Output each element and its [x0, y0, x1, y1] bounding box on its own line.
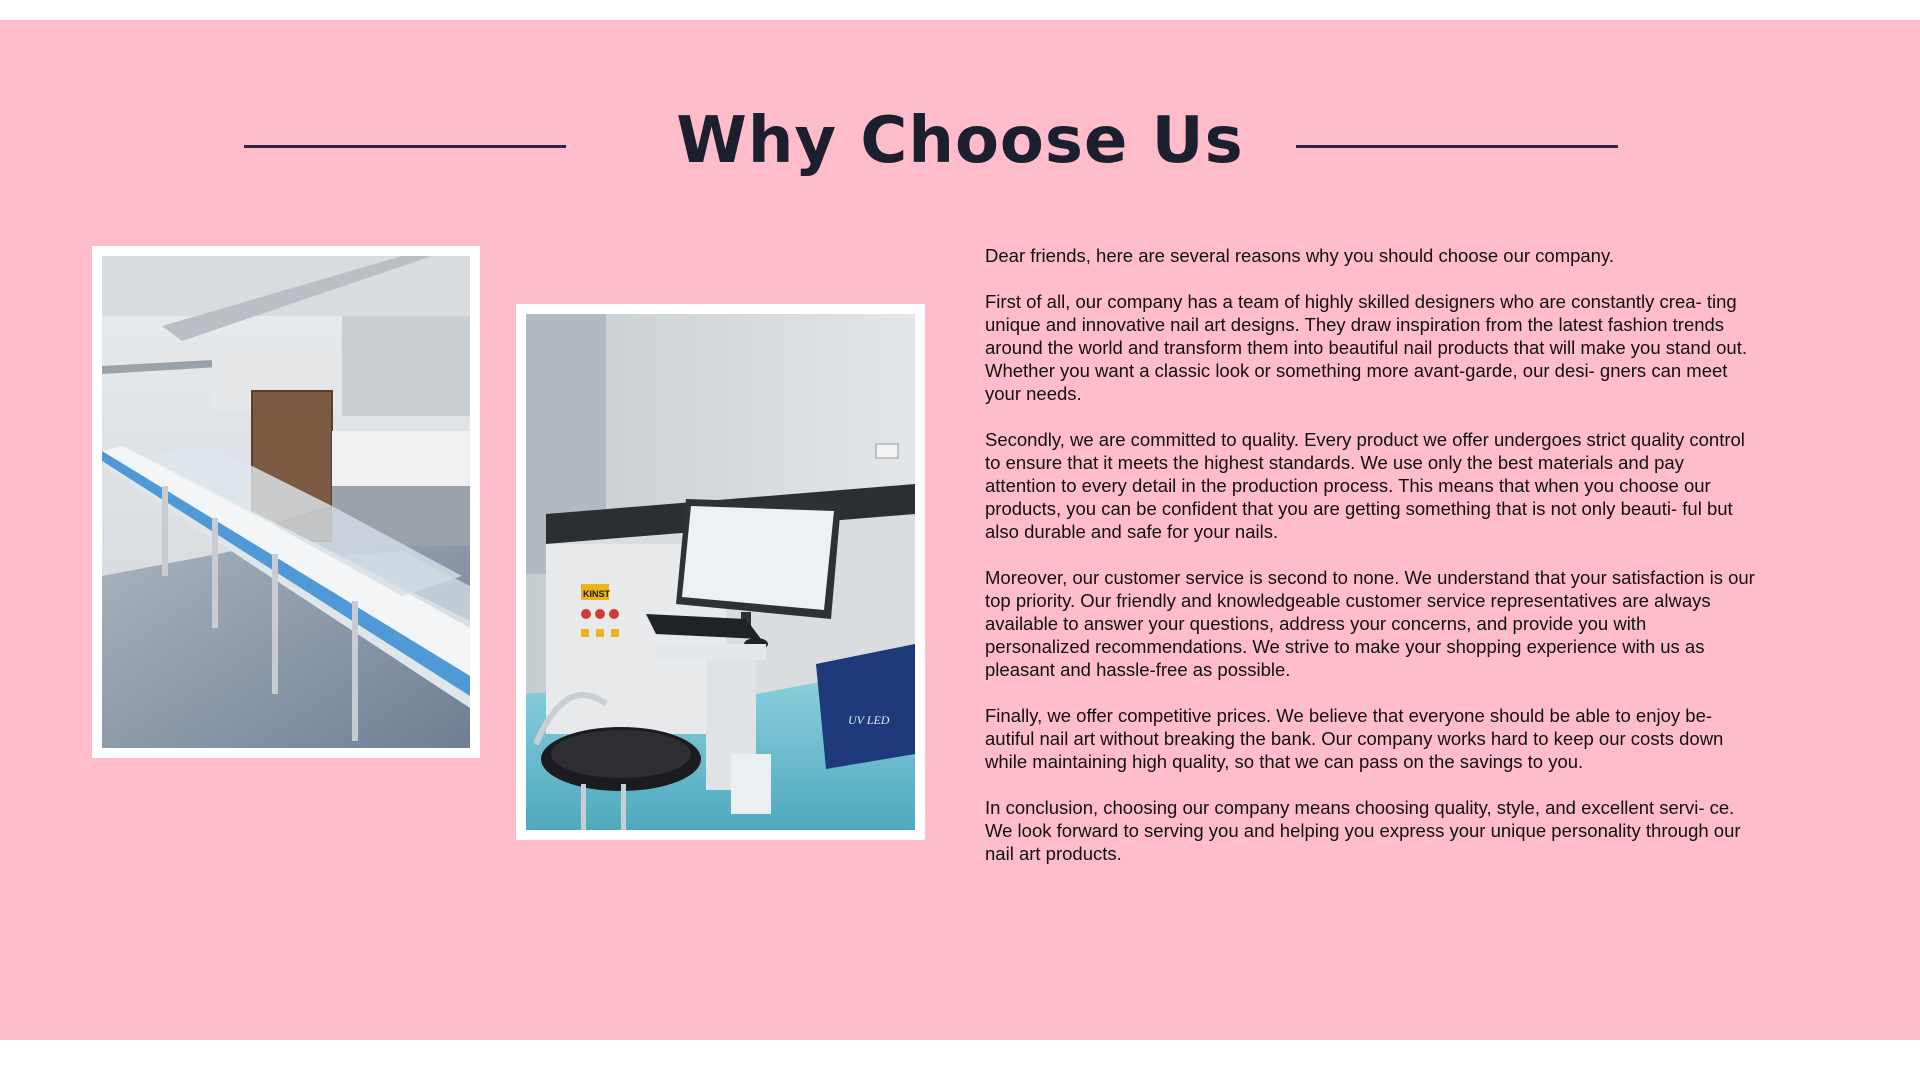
quality-paragraph: Secondly, we are committed to quality. Every product we offer undergoes strict quality control to ensure that it meets the highest standards. We use only the best materials and pay attention to every detail in the production process. This means that when you choose our products, you can be confident that you are getting something that is not only beauti- ful but also durable and safe for your nails.: [985, 429, 1745, 542]
factory-conveyor-image: [102, 256, 470, 748]
section-title: Why Choose Us: [676, 104, 1244, 178]
factory-conveyor-photo: [102, 256, 470, 748]
uv-box-label: UV LED: [848, 713, 890, 727]
printer-brand-label: KINST: [583, 589, 610, 599]
factory-photo-frame: [92, 246, 480, 758]
printer-photo-frame: [516, 304, 925, 840]
title-right-rule: [1296, 145, 1618, 148]
uv-printer-machine-photo: [526, 314, 915, 830]
customer-service-paragraph: Moreover, our customer service is second to none. We understand that your satisfaction is our top priority. Our friendly and knowledgeable customer service representatives are always available to answer your questions, address your concerns, and provide you with personalized recommendations. We strive to make your shopping experience with us as pleasant and hassle-free as possible.: [985, 567, 1755, 680]
reasons-text: [985, 244, 1755, 888]
uv-printer-machine-image: [526, 314, 915, 830]
intro-paragraph: Dear friends, here are several reasons why you should choose our company.: [985, 245, 1614, 266]
title-left-rule: [244, 145, 566, 148]
conclusion-paragraph: In conclusion, choosing our company means choosing quality, style, and excellent servi- ce. We look forward to serving you and helping you express your unique personality through our nail art products.: [985, 797, 1741, 864]
pricing-paragraph: Finally, we offer competitive prices. We believe that everyone should be able to enjoy be- autiful nail art without breaking the bank. Our company works hard to keep our costs down while maintaining high quality, so that we can pass on the savings to you.: [985, 705, 1724, 772]
designers-paragraph: First of all, our company has a team of highly skilled designers who are constantly crea- ting unique and innovative nail art designs. They draw inspiration from the latest fashion trends around the world and transform them into beautiful nail products that will make you stand out. Whether you want a classic look or something more avant-garde, our desi- gners can meet your needs.: [985, 291, 1748, 404]
